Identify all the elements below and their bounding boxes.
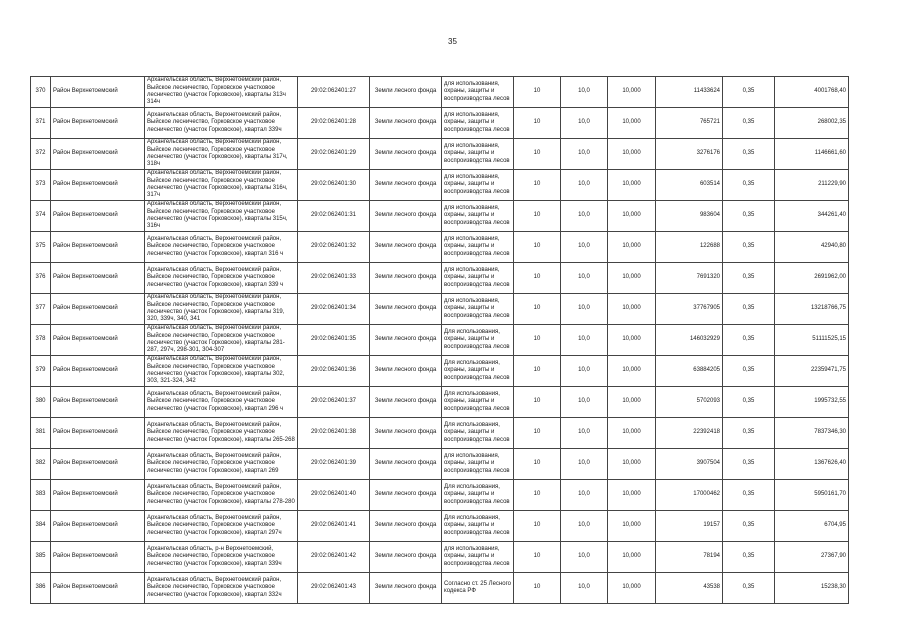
value-cell: 10 [514,480,561,511]
area-cell: 11433624 [656,77,723,108]
amount-cell: 22359471,75 [775,356,849,387]
cadastral-number-cell: 29:02:062401:39 [298,449,370,480]
value-cell: 10,0 [561,480,608,511]
permitted-use-cell: для использования, охраны, защиты и воспроизводства лесов [442,294,514,325]
land-category-cell: Земли лесного фонда [370,263,442,294]
table-row [31,108,849,139]
amount-cell: 15238,30 [775,573,849,604]
table-row [31,511,849,542]
value-cell: 10,0 [561,170,608,201]
land-category-cell: Земли лесного фонда [370,356,442,387]
table-row [31,573,849,604]
cadastral-number-cell: 29:02:062401:37 [298,387,370,418]
page-number: 35 [448,37,457,46]
coefficient-cell: 0,35 [723,108,775,139]
cadastral-number-cell: 29:02:062401:27 [298,77,370,108]
table-row [31,356,849,387]
district-cell: Район Верхнетоемский [51,232,145,263]
coefficient-cell: 0,35 [723,325,775,356]
district-cell: Район Верхнетоемский [51,263,145,294]
permitted-use-cell: Для использования, охраны, защиты и воспроизводства лесов [442,387,514,418]
area-cell: 3276176 [656,139,723,170]
address-cell: Архангельская область, Верхнетоемский район, Выйское лесничество, Горковское участковое лесничество (участок Горковское), квартал 296 ч [145,387,298,418]
amount-cell: 13218766,75 [775,294,849,325]
amount-cell: 211229,90 [775,170,849,201]
amount-cell: 51111525,15 [775,325,849,356]
district-cell: Район Верхнетоемский [51,77,145,108]
district-cell: Район Верхнетоемский [51,325,145,356]
value-cell: 10,0 [561,542,608,573]
district-cell: Район Верхнетоемский [51,108,145,139]
value-cell: 10 [514,573,561,604]
district-cell: Район Верхнетоемский [51,139,145,170]
value-cell: 10 [514,294,561,325]
coefficient-cell: 0,35 [723,170,775,201]
land-category-cell: Земли лесного фонда [370,108,442,139]
land-category-cell: Земли лесного фонда [370,201,442,232]
value-cell: 10,0 [561,573,608,604]
value-cell: 10,000 [608,480,656,511]
table-row [31,139,849,170]
cadastral-number-cell: 29:02:062401:42 [298,542,370,573]
value-cell: 10,000 [608,511,656,542]
value-cell: 10,0 [561,294,608,325]
cadastral-number-cell: 29:02:062401:33 [298,263,370,294]
value-cell: 10,0 [561,201,608,232]
amount-cell: 27367,90 [775,542,849,573]
coefficient-cell: 0,35 [723,573,775,604]
area-cell: 37767905 [656,294,723,325]
value-cell: 10,0 [561,418,608,449]
value-cell: 10 [514,170,561,201]
land-category-cell: Земли лесного фонда [370,418,442,449]
table-row [31,170,849,201]
value-cell: 10,000 [608,232,656,263]
row-number-cell: 376 [31,263,51,294]
row-number-cell: 383 [31,480,51,511]
value-cell: 10,000 [608,170,656,201]
value-cell: 10,000 [608,387,656,418]
area-cell: 146032929 [656,325,723,356]
cadastral-number-cell: 29:02:062401:30 [298,170,370,201]
cadastral-number-cell: 29:02:062401:34 [298,294,370,325]
permitted-use-cell: для использования, охраны, защиты и воспроизводства лесов [442,139,514,170]
address-cell: Архангельская область, Верхнетоемский район, Выйское лесничество, Горковское участковое лесничество (участок Горковское), кварталы 281-287, 297ч, 298-301, 304-307 [145,325,298,356]
land-category-cell: Земли лесного фонда [370,139,442,170]
area-cell: 63884205 [656,356,723,387]
value-cell: 10 [514,77,561,108]
row-number-cell: 381 [31,418,51,449]
value-cell: 10,000 [608,542,656,573]
cadastral-number-cell: 29:02:062401:40 [298,480,370,511]
address-cell: Архангельская область, Верхнетоемский район, Выйское лесничество, Горковское участковое лесничество (участок Горковское), квартал 332ч [145,573,298,604]
address-cell: Архангельская область, Верхнетоемский район, Выйское лесничество, Горковское участковое лесничество (участок Горковское), квартал 339ч [145,108,298,139]
value-cell: 10,0 [561,387,608,418]
land-category-cell: Земли лесного фонда [370,387,442,418]
value-cell: 10,000 [608,356,656,387]
address-cell: Архангельская область, Верхнетоемский район, Выйское лесничество, Горковское участковое лесничество (участок Горковское), кварталы 278-280 [145,480,298,511]
table-row [31,201,849,232]
coefficient-cell: 0,35 [723,77,775,108]
row-number-cell: 371 [31,108,51,139]
area-cell: 19157 [656,511,723,542]
value-cell: 10,0 [561,232,608,263]
cadastral-number-cell: 29:02:062401:38 [298,418,370,449]
value-cell: 10 [514,449,561,480]
value-cell: 10,0 [561,139,608,170]
land-category-cell: Земли лесного фонда [370,170,442,201]
row-number-cell: 385 [31,542,51,573]
permitted-use-cell: Для использования, охраны, защиты и воспроизводства лесов [442,480,514,511]
area-cell: 3907504 [656,449,723,480]
value-cell: 10 [514,356,561,387]
address-cell: Архангельская область, Верхнетоемский район, Выйское лесничество, Горковское участковое лесничество (участок Горковское), кварталы 316ч, 317ч [145,170,298,201]
coefficient-cell: 0,35 [723,232,775,263]
amount-cell: 268002,35 [775,108,849,139]
area-cell: 765721 [656,108,723,139]
value-cell: 10 [514,232,561,263]
address-cell: Архангельская область, Верхнетоемский район, Выйское лесничество, Горковское участковое лесничество (участок Горковское), квартал 339 ч [145,263,298,294]
area-cell: 5702093 [656,387,723,418]
land-category-cell: Земли лесного фонда [370,573,442,604]
cadastral-number-cell: 29:02:062401:36 [298,356,370,387]
area-cell: 122688 [656,232,723,263]
land-category-cell: Земли лесного фонда [370,511,442,542]
coefficient-cell: 0,35 [723,139,775,170]
district-cell: Район Верхнетоемский [51,201,145,232]
permitted-use-cell: для использования, охраны, защиты и воспроизводства лесов [442,263,514,294]
permitted-use-cell: Согласно ст. 25 Лесного кодекса РФ [442,573,514,604]
district-cell: Район Верхнетоемский [51,511,145,542]
cadastral-number-cell: 29:02:062401:28 [298,108,370,139]
value-cell: 10,000 [608,77,656,108]
cadastral-number-cell: 29:02:062401:29 [298,139,370,170]
value-cell: 10 [514,387,561,418]
amount-cell: 42940,80 [775,232,849,263]
value-cell: 10 [514,263,561,294]
value-cell: 10,000 [608,418,656,449]
coefficient-cell: 0,35 [723,294,775,325]
row-number-cell: 382 [31,449,51,480]
area-cell: 43538 [656,573,723,604]
coefficient-cell: 0,35 [723,356,775,387]
amount-cell: 344261,40 [775,201,849,232]
district-cell: Район Верхнетоемский [51,449,145,480]
land-category-cell: Земли лесного фонда [370,294,442,325]
land-category-cell: Земли лесного фонда [370,77,442,108]
address-cell: Архангельская область, Верхнетоемский район, Выйское лесничество, Горковское участковое лесничество (участок Горковское), кварталы 317ч, 318ч [145,139,298,170]
value-cell: 10,000 [608,108,656,139]
row-number-cell: 372 [31,139,51,170]
row-number-cell: 380 [31,387,51,418]
value-cell: 10,0 [561,449,608,480]
table-row [31,77,849,108]
amount-cell: 1995732,55 [775,387,849,418]
permitted-use-cell: Для использования, охраны, защиты и воспроизводства лесов [442,511,514,542]
address-cell: Архангельская область, Верхнетоемский район, Выйское лесничество, Горковское участковое лесничество (участок Горковское), квартал 269 [145,449,298,480]
table-row [31,542,849,573]
coefficient-cell: 0,35 [723,387,775,418]
table-row [31,387,849,418]
row-number-cell: 384 [31,511,51,542]
coefficient-cell: 0,35 [723,263,775,294]
cadastral-number-cell: 29:02:062401:31 [298,201,370,232]
area-cell: 983604 [656,201,723,232]
value-cell: 10,0 [561,108,608,139]
amount-cell: 4001768,40 [775,77,849,108]
permitted-use-cell: для использования, охраны, защиты и воспроизводства лесов [442,77,514,108]
area-cell: 17000462 [656,480,723,511]
land-category-cell: Земли лесного фонда [370,325,442,356]
coefficient-cell: 0,35 [723,511,775,542]
cadastral-number-cell: 29:02:062401:43 [298,573,370,604]
coefficient-cell: 0,35 [723,201,775,232]
row-number-cell: 378 [31,325,51,356]
value-cell: 10,000 [608,263,656,294]
cadastral-number-cell: 29:02:062401:35 [298,325,370,356]
coefficient-cell: 0,35 [723,480,775,511]
land-category-cell: Земли лесного фонда [370,542,442,573]
district-cell: Район Верхнетоемский [51,356,145,387]
row-number-cell: 386 [31,573,51,604]
amount-cell: 2691962,00 [775,263,849,294]
row-number-cell: 375 [31,232,51,263]
permitted-use-cell: для использования, охраны, защиты и воспроизводства лесов [442,542,514,573]
row-number-cell: 377 [31,294,51,325]
area-cell: 603514 [656,170,723,201]
address-cell: Архангельская область, Верхнетоемский район, Выйское лесничество, Горковское участковое лесничество (участок Горковское), кварталы 313ч 314ч [145,77,298,108]
district-cell: Район Верхнетоемский [51,387,145,418]
amount-cell: 5950161,70 [775,480,849,511]
address-cell: Архангельская область, Верхнетоемский район, Выйское лесничество, Горковское участковое лесничество (участок Горковское), кварталы 319, 320, 339ч, 340, 341 [145,294,298,325]
value-cell: 10,0 [561,325,608,356]
land-table [30,76,849,604]
table-row [31,449,849,480]
table-row [31,263,849,294]
land-category-cell: Земли лесного фонда [370,449,442,480]
value-cell: 10,000 [608,325,656,356]
value-cell: 10 [514,542,561,573]
value-cell: 10,0 [561,356,608,387]
value-cell: 10,000 [608,449,656,480]
permitted-use-cell: для использования, охраны, защиты и воспроизводства лесов [442,232,514,263]
table-row [31,294,849,325]
amount-cell: 7837346,30 [775,418,849,449]
row-number-cell: 373 [31,170,51,201]
district-cell: Район Верхнетоемский [51,294,145,325]
value-cell: 10,000 [608,294,656,325]
value-cell: 10,0 [561,511,608,542]
table-row [31,325,849,356]
cadastral-number-cell: 29:02:062401:41 [298,511,370,542]
coefficient-cell: 0,35 [723,449,775,480]
value-cell: 10 [514,418,561,449]
district-cell: Район Верхнетоемский [51,573,145,604]
district-cell: Район Верхнетоемский [51,418,145,449]
value-cell: 10 [514,511,561,542]
permitted-use-cell: Для использования, охраны, защиты и воспроизводства лесов [442,418,514,449]
table-row [31,232,849,263]
row-number-cell: 379 [31,356,51,387]
value-cell: 10,000 [608,201,656,232]
amount-cell: 6704,95 [775,511,849,542]
district-cell: Район Верхнетоемский [51,542,145,573]
address-cell: Архангельская область, Верхнетоемский район, Выйское лесничество, Горковское участковое лесничество (участок Горковское), кварталы 315ч, 316ч [145,201,298,232]
value-cell: 10 [514,139,561,170]
value-cell: 10,0 [561,77,608,108]
permitted-use-cell: Для использования, охраны, защиты и воспроизводства лесов [442,325,514,356]
value-cell: 10 [514,325,561,356]
coefficient-cell: 0,35 [723,418,775,449]
address-cell: Архангельская область, Верхнетоемский район, Выйское лесничество, Горковское участковое лесничество (участок Горковское), кварталы 265-268 [145,418,298,449]
address-cell: Архангельская область, р-н Верхнетоемский, Выйское лесничество, Горковское участковое лесничество (участок Горковское), квартал 339ч [145,542,298,573]
value-cell: 10,0 [561,263,608,294]
land-category-cell: Земли лесного фонда [370,232,442,263]
permitted-use-cell: для использования, охраны, защиты и воспроизводства лесов [442,201,514,232]
table-row [31,418,849,449]
row-number-cell: 374 [31,201,51,232]
address-cell: Архангельская область, Верхнетоемский район, Выйское лесничество, Горковское участковое лесничество (участок Горковское), квартал 297ч [145,511,298,542]
land-category-cell: Земли лесного фонда [370,480,442,511]
table-row [31,480,849,511]
amount-cell: 1146661,60 [775,139,849,170]
area-cell: 7691320 [656,263,723,294]
permitted-use-cell: для использования, охраны, защиты и воспроизводства лесов [442,108,514,139]
district-cell: Район Верхнетоемский [51,170,145,201]
value-cell: 10,000 [608,139,656,170]
permitted-use-cell: для использования, охраны, защиты и воспроизводства лесов [442,170,514,201]
district-cell: Район Верхнетоемский [51,480,145,511]
value-cell: 10 [514,108,561,139]
address-cell: Архангельская область, Верхнетоемский район, Выйское лесничество, Горковское участковое лесничество (участок Горковское), квартал 316 ч [145,232,298,263]
amount-cell: 1367626,40 [775,449,849,480]
value-cell: 10,000 [608,573,656,604]
area-cell: 22392418 [656,418,723,449]
row-number-cell: 370 [31,77,51,108]
value-cell: 10 [514,201,561,232]
coefficient-cell: 0,35 [723,542,775,573]
address-cell: Архангельская область, Верхнетоемский район, Выйское лесничество, Горковское участковое лесничество (участок Горковское), кварталы 302, 303, 321-324, 342 [145,356,298,387]
permitted-use-cell: Для использования, охраны, защиты и воспроизводства лесов [442,356,514,387]
area-cell: 78194 [656,542,723,573]
cadastral-number-cell: 29:02:062401:32 [298,232,370,263]
permitted-use-cell: для использования, охраны, защиты и воспроизводства лесов [442,449,514,480]
